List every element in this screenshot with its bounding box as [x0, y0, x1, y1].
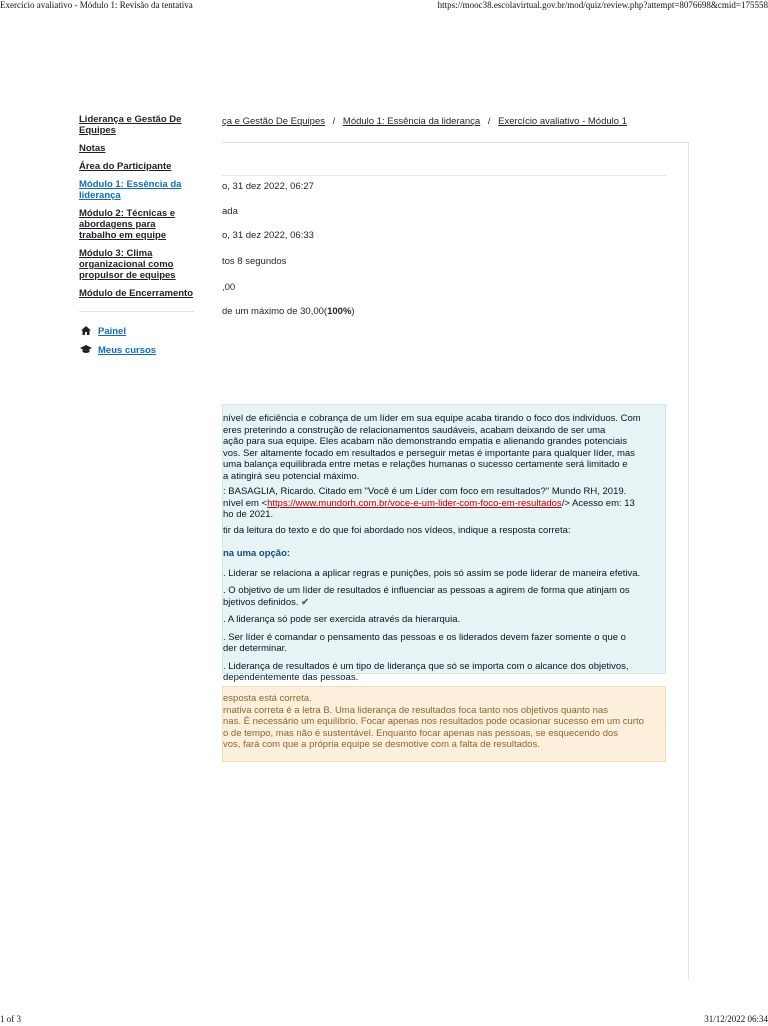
grade-percent: 100% — [327, 306, 352, 317]
question-text-line: a atingirá seu potencial máximo. — [223, 470, 360, 482]
grade-prefix: de um máximo de 30,00( — [222, 306, 328, 317]
course-index-sidebar — [79, 114, 194, 364]
grade-suffix: ) — [351, 306, 355, 317]
print-footer — [0, 1014, 768, 1026]
answer-option-a[interactable] — [223, 568, 659, 580]
print-page-url: https://mooc38.escolavirtual.gov.br/mod/quiz/review.php?attempt=8076698&cmid=175558 — [437, 0, 768, 10]
breadcrumb — [222, 116, 682, 127]
summary-state-value: ada — [222, 206, 238, 217]
sidebar-painel-link[interactable] — [79, 326, 194, 337]
correct-check-icon: ✔ — [301, 596, 310, 608]
summary-completed-value: o, 31 dez 2022, 06:33 — [222, 230, 314, 241]
painel-label[interactable]: Painel — [98, 326, 126, 337]
print-page-number: 1 of 3 — [0, 1014, 21, 1024]
home-icon — [79, 326, 93, 337]
answer-option-text: . O objetivo de um líder de resultados é influenciar as pessoas a agirem de forma que atinjam os — [223, 585, 630, 596]
answer-option-text: dependentemente das pessoas. — [223, 672, 359, 683]
summary-divider — [222, 175, 666, 176]
breadcrumb-course[interactable]: ça e Gestão De Equipes — [222, 116, 325, 127]
answer-option-text: . Liderança de resultados é um tipo de liderança que só se importa com o alcance dos objetivos, — [223, 660, 629, 672]
source-prefix: nível em < — [223, 497, 268, 509]
question-text-line: ação para sua equipe. Eles acabam não demonstrando empatia e alienando grandes potenciais — [223, 436, 628, 447]
choose-one-label: na uma opção: — [223, 548, 291, 559]
question-source-line: : BASAGLIA, Ricardo. Citado em "Você é um Líder com foco em resultados?" Mundo RH, 2019. — [223, 486, 627, 497]
sidebar-course-title[interactable]: Liderança e Gestão De Equipes — [79, 114, 182, 136]
question-text-line: vos. Ser altamente focado em resultados e perseguir metas é importante para qualquer líder, mas — [223, 447, 635, 459]
meus-cursos-label[interactable]: Meus cursos — [98, 345, 157, 356]
answer-option-e[interactable] — [223, 661, 659, 684]
answer-option-text: der determinar. — [223, 643, 287, 654]
answer-option-text: . A liderança só pode ser exercida através da hierarquia. — [223, 614, 461, 625]
answer-option-text: bjetivos definidos. ✔ — [223, 596, 310, 608]
sidebar-item-modulo-1[interactable]: Módulo 1: Essência da liderança — [79, 179, 182, 201]
summary-started-value: o, 31 dez 2022, 06:27 — [222, 181, 314, 192]
summary-marks-value: ,00 — [222, 282, 236, 293]
sidebar-divider — [79, 311, 194, 312]
answer-option-d[interactable] — [223, 632, 659, 655]
sidebar-meus-cursos-link[interactable] — [79, 345, 194, 356]
question-content — [222, 404, 666, 683]
question-text-line: uma balança equilibrada entre metas e relações humanas o sucesso certamente será limitado e — [223, 459, 628, 470]
answer-option-b[interactable] — [223, 585, 659, 608]
question-prompt: tir da leitura do texto e do que foi abordado nos vídeos, indique a resposta correta: — [223, 524, 571, 536]
feedback-line: esposta está correta. — [223, 693, 312, 704]
question-text-line: nível de eficiência e cobrança de um líder em sua equipe acaba tirando o foco dos indivíduos. Com — [223, 413, 641, 424]
answer-option-c[interactable] — [223, 614, 659, 626]
feedback-line: nas. É necessário um equilíbrio. Focar apenas nos resultados pode ocasionar sucesso em um curto — [223, 716, 644, 727]
question-source-line: ho de 2021. — [223, 509, 274, 520]
sidebar-item-modulo-2[interactable]: Módulo 2: Técnicas e abordagens para trabalho em equipe — [79, 208, 176, 241]
print-page-title: Exercício avaliativo - Módulo 1: Revisão da tentativa — [0, 0, 193, 10]
source-suffix: /> Acesso em: 13 — [561, 497, 635, 509]
print-header — [0, 0, 768, 12]
question-text-line: eres preterindo a construção de relacionamentos saudáveis, acabam deixando de ser uma — [223, 424, 606, 436]
feedback-line: rnativa correta é a letra B. Uma liderança de resultados foca tanto nos objetivos quanto nas — [223, 704, 608, 716]
answer-option-text: . Liderar se relaciona a aplicar regras e punições, pois só assim se pode liderar de maneira efetiva. — [223, 567, 641, 579]
sidebar-item-area-participante[interactable]: Área do Participante — [79, 161, 172, 172]
breadcrumb-separator: / — [332, 116, 336, 127]
answer-option-text: . Ser líder é comandar o pensamento das pessoas e os liderados devem fazer somente o que o — [223, 631, 626, 643]
summary-grade-value — [222, 306, 355, 317]
sidebar-item-modulo-3[interactable]: Módulo 3: Clima organizacional como propulsor de equipes — [79, 248, 176, 281]
source-link[interactable]: https://www.mundorh.com.br/voce-e-um-lider-com-foco-em-resultados — [267, 497, 562, 509]
question-source-line — [223, 498, 659, 510]
print-timestamp: 31/12/2022 06:34 — [704, 1014, 768, 1024]
sidebar-item-notas[interactable]: Notas — [79, 143, 106, 154]
answer-feedback — [222, 686, 666, 762]
feedback-line: o de tempo, mas não é sustentável. Enquanto focar apenas nas pessoas, se esquecendo dos — [223, 727, 619, 739]
breadcrumb-quiz[interactable]: Exercício avaliativo - Módulo 1 — [498, 116, 627, 127]
summary-time-taken-value: tos 8 segundos — [222, 256, 287, 267]
feedback-line: vos, fará com que a própria equipe se desmotive com a falta de resultados. — [223, 739, 540, 750]
breadcrumb-separator: / — [487, 116, 491, 127]
graduation-cap-icon — [79, 345, 93, 356]
breadcrumb-module[interactable]: Módulo 1: Essência da liderança — [342, 116, 481, 127]
sidebar-item-encerramento[interactable]: Módulo de Encerramento — [79, 288, 194, 299]
